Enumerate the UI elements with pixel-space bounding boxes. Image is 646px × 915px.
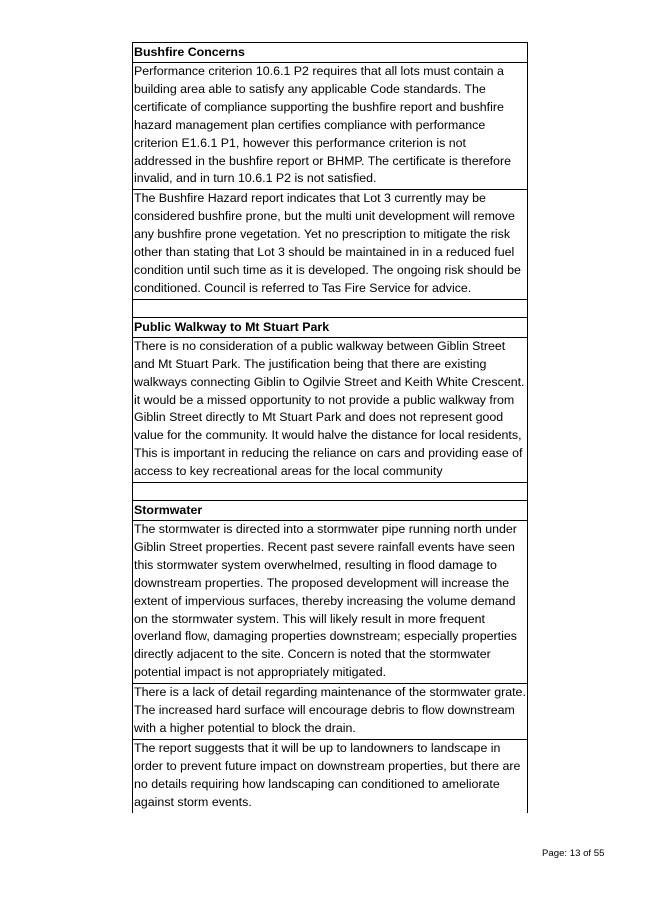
table-row — [133, 337, 528, 482]
spacer-cell — [133, 299, 528, 317]
walkway-paragraph: There is no consideration of a public walkway between Giblin Street and Mt Stuart Park. The justification being that there are existing walkways connecting Giblin to Ogilvie Street and Keith White Crescent. it would be a missed opportunity to not provide a public walkway from Giblin Street directly to Mt Stuart Park and does not represent good value for the community. It would halve the distance for local residents, This is important in reducing the reliance on cars and providing ease of access to key recreational areas for the local community — [133, 337, 528, 482]
bushfire-paragraph-hazard-report: The Bushfire Hazard report indicates that Lot 3 currently may be considered bushfire prone, but the multi unit development will remove any bushfire prone vegetation. Yet no prescription to mitigate the risk other than stating that Lot 3 should be maintained in in a reduced fuel condition until such time as it is developed. The ongoing risk should be conditioned. Council is referred to Tas Fire Service for advice. — [133, 190, 528, 299]
spacer-cell — [133, 483, 528, 501]
section-row-bushfire — [133, 43, 528, 63]
submission-table — [132, 42, 528, 813]
table-row — [133, 739, 528, 812]
section-heading-walkway: Public Walkway to Mt Stuart Park — [133, 317, 528, 337]
table-row — [133, 521, 528, 684]
section-heading-bushfire: Bushfire Concerns — [133, 43, 528, 63]
page-number: Page: 13 of 55 — [542, 848, 605, 859]
bushfire-paragraph-certificate: Performance criterion 10.6.1 P2 requires that all lots must contain a building area able to satisfy any applicable Code standards. The certificate of compliance supporting the bushfire report and bushfire hazard management plan certifies compliance with performance criterion E1.6.1 P1, however this performance criterion is not addressed in the bushfire report or BHMP. The certificate is therefore invalid, and in turn 10.6.1 P2 is not satisfied. — [133, 63, 528, 190]
table-row — [133, 190, 528, 299]
spacer-row — [133, 299, 528, 317]
section-row-stormwater — [133, 501, 528, 521]
stormwater-paragraph-landscaping: The report suggests that it will be up to landowners to landscape in order to prevent future impact on downstream properties, but there are no details requiring how landscaping can conditioned to ameliorate against storm events. — [133, 739, 528, 812]
stormwater-paragraph-pipe: The stormwater is directed into a stormwater pipe running north under Giblin Street properties. Recent past severe rainfall events have seen this stormwater system overwhelmed, resulting in flood damage to downstream properties. The proposed development will increase the extent of impervious surfaces, thereby increasing the volume demand on the stormwater system. This will likely result in more frequent overland flow, damaging properties downstream; especially properties directly adjacent to the site. Concern is noted that the stormwater potential impact is not appropriately mitigated. — [133, 521, 528, 684]
section-row-walkway — [133, 317, 528, 337]
stormwater-paragraph-grate: There is a lack of detail regarding maintenance of the stormwater grate. The increased hard surface will encourage debris to flow downstream with a higher potential to block the drain. — [133, 684, 528, 740]
table-row — [133, 684, 528, 740]
section-heading-stormwater: Stormwater — [133, 501, 528, 521]
table-row — [133, 63, 528, 190]
spacer-row — [133, 483, 528, 501]
